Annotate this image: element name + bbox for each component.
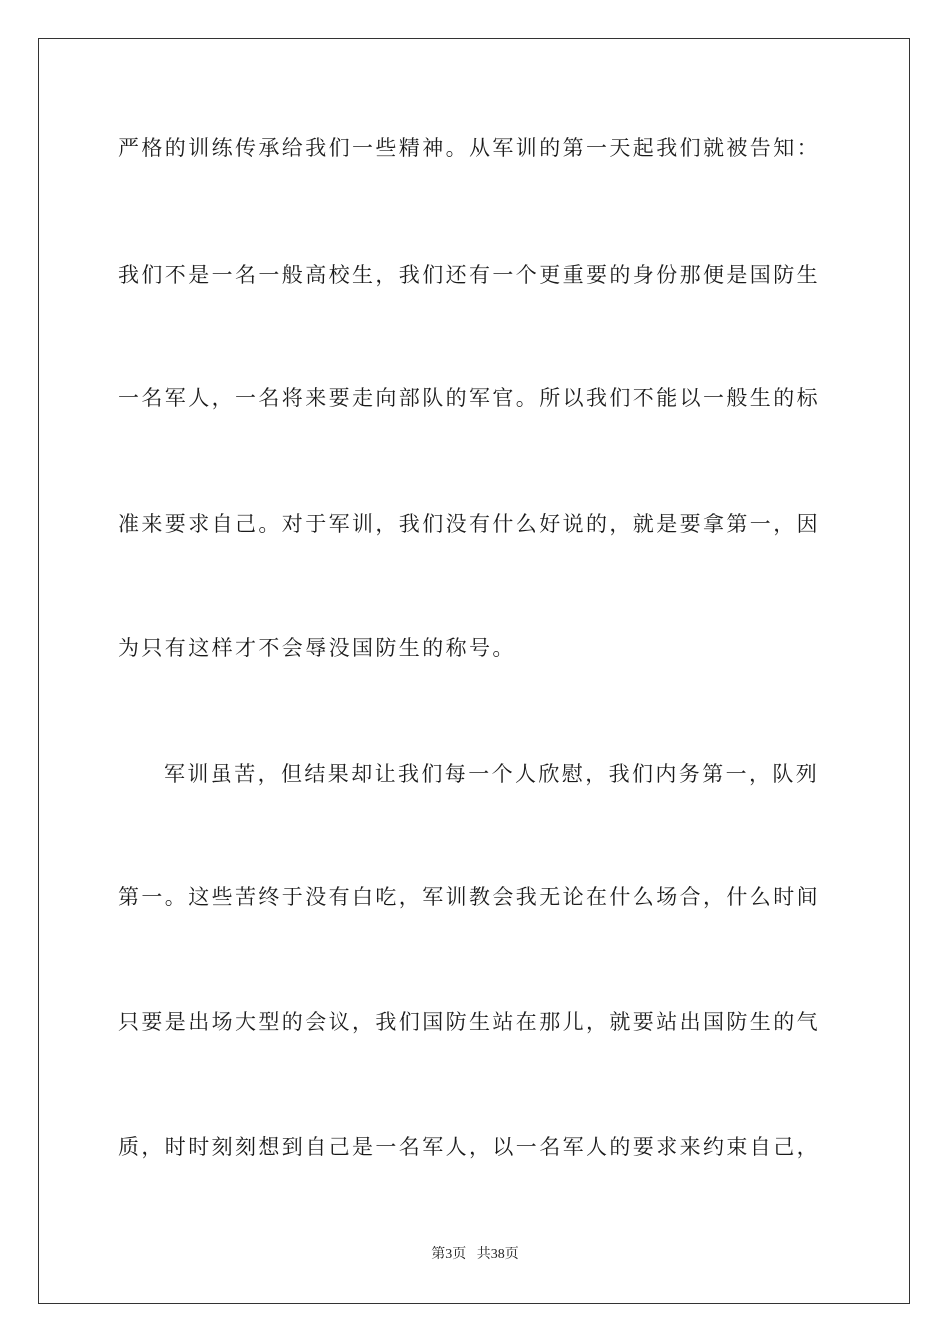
page-number: 第3页: [431, 1247, 467, 1262]
paragraph-first-line: 军训虽苦，但结果却让我们每一个人欣慰，我们内务第一，队列: [164, 762, 820, 786]
text-line: 第一。这些苦终于没有白吃，军训教会我无论在什么场合，什么时间: [118, 885, 820, 909]
text-line: 一名军人，一名将来要走向部队的军官。所以我们不能以一般生的标: [118, 386, 820, 410]
text-line: 准来要求自己。对于军训，我们没有什么好说的，就是要拿第一，因: [118, 512, 820, 536]
text-line: 严格的训练传承给我们一些精神。从军训的第一天起我们就被告知：: [118, 136, 820, 160]
text-line: 为只有这样才不会辱没国防生的称号。: [118, 636, 516, 660]
text-line: 只要是出场大型的会议，我们国防生站在那儿，就要站出国防生的气: [118, 1010, 820, 1034]
page-border: [38, 38, 910, 1304]
text-line: 我们不是一名一般高校生，我们还有一个更重要的身份那便是国防生: [118, 263, 820, 287]
text-line: 质，时时刻刻想到自己是一名军人，以一名军人的要求来约束自己，: [118, 1135, 820, 1159]
page-total: 共38页: [476, 1247, 519, 1262]
page-footer: [0, 1246, 950, 1264]
